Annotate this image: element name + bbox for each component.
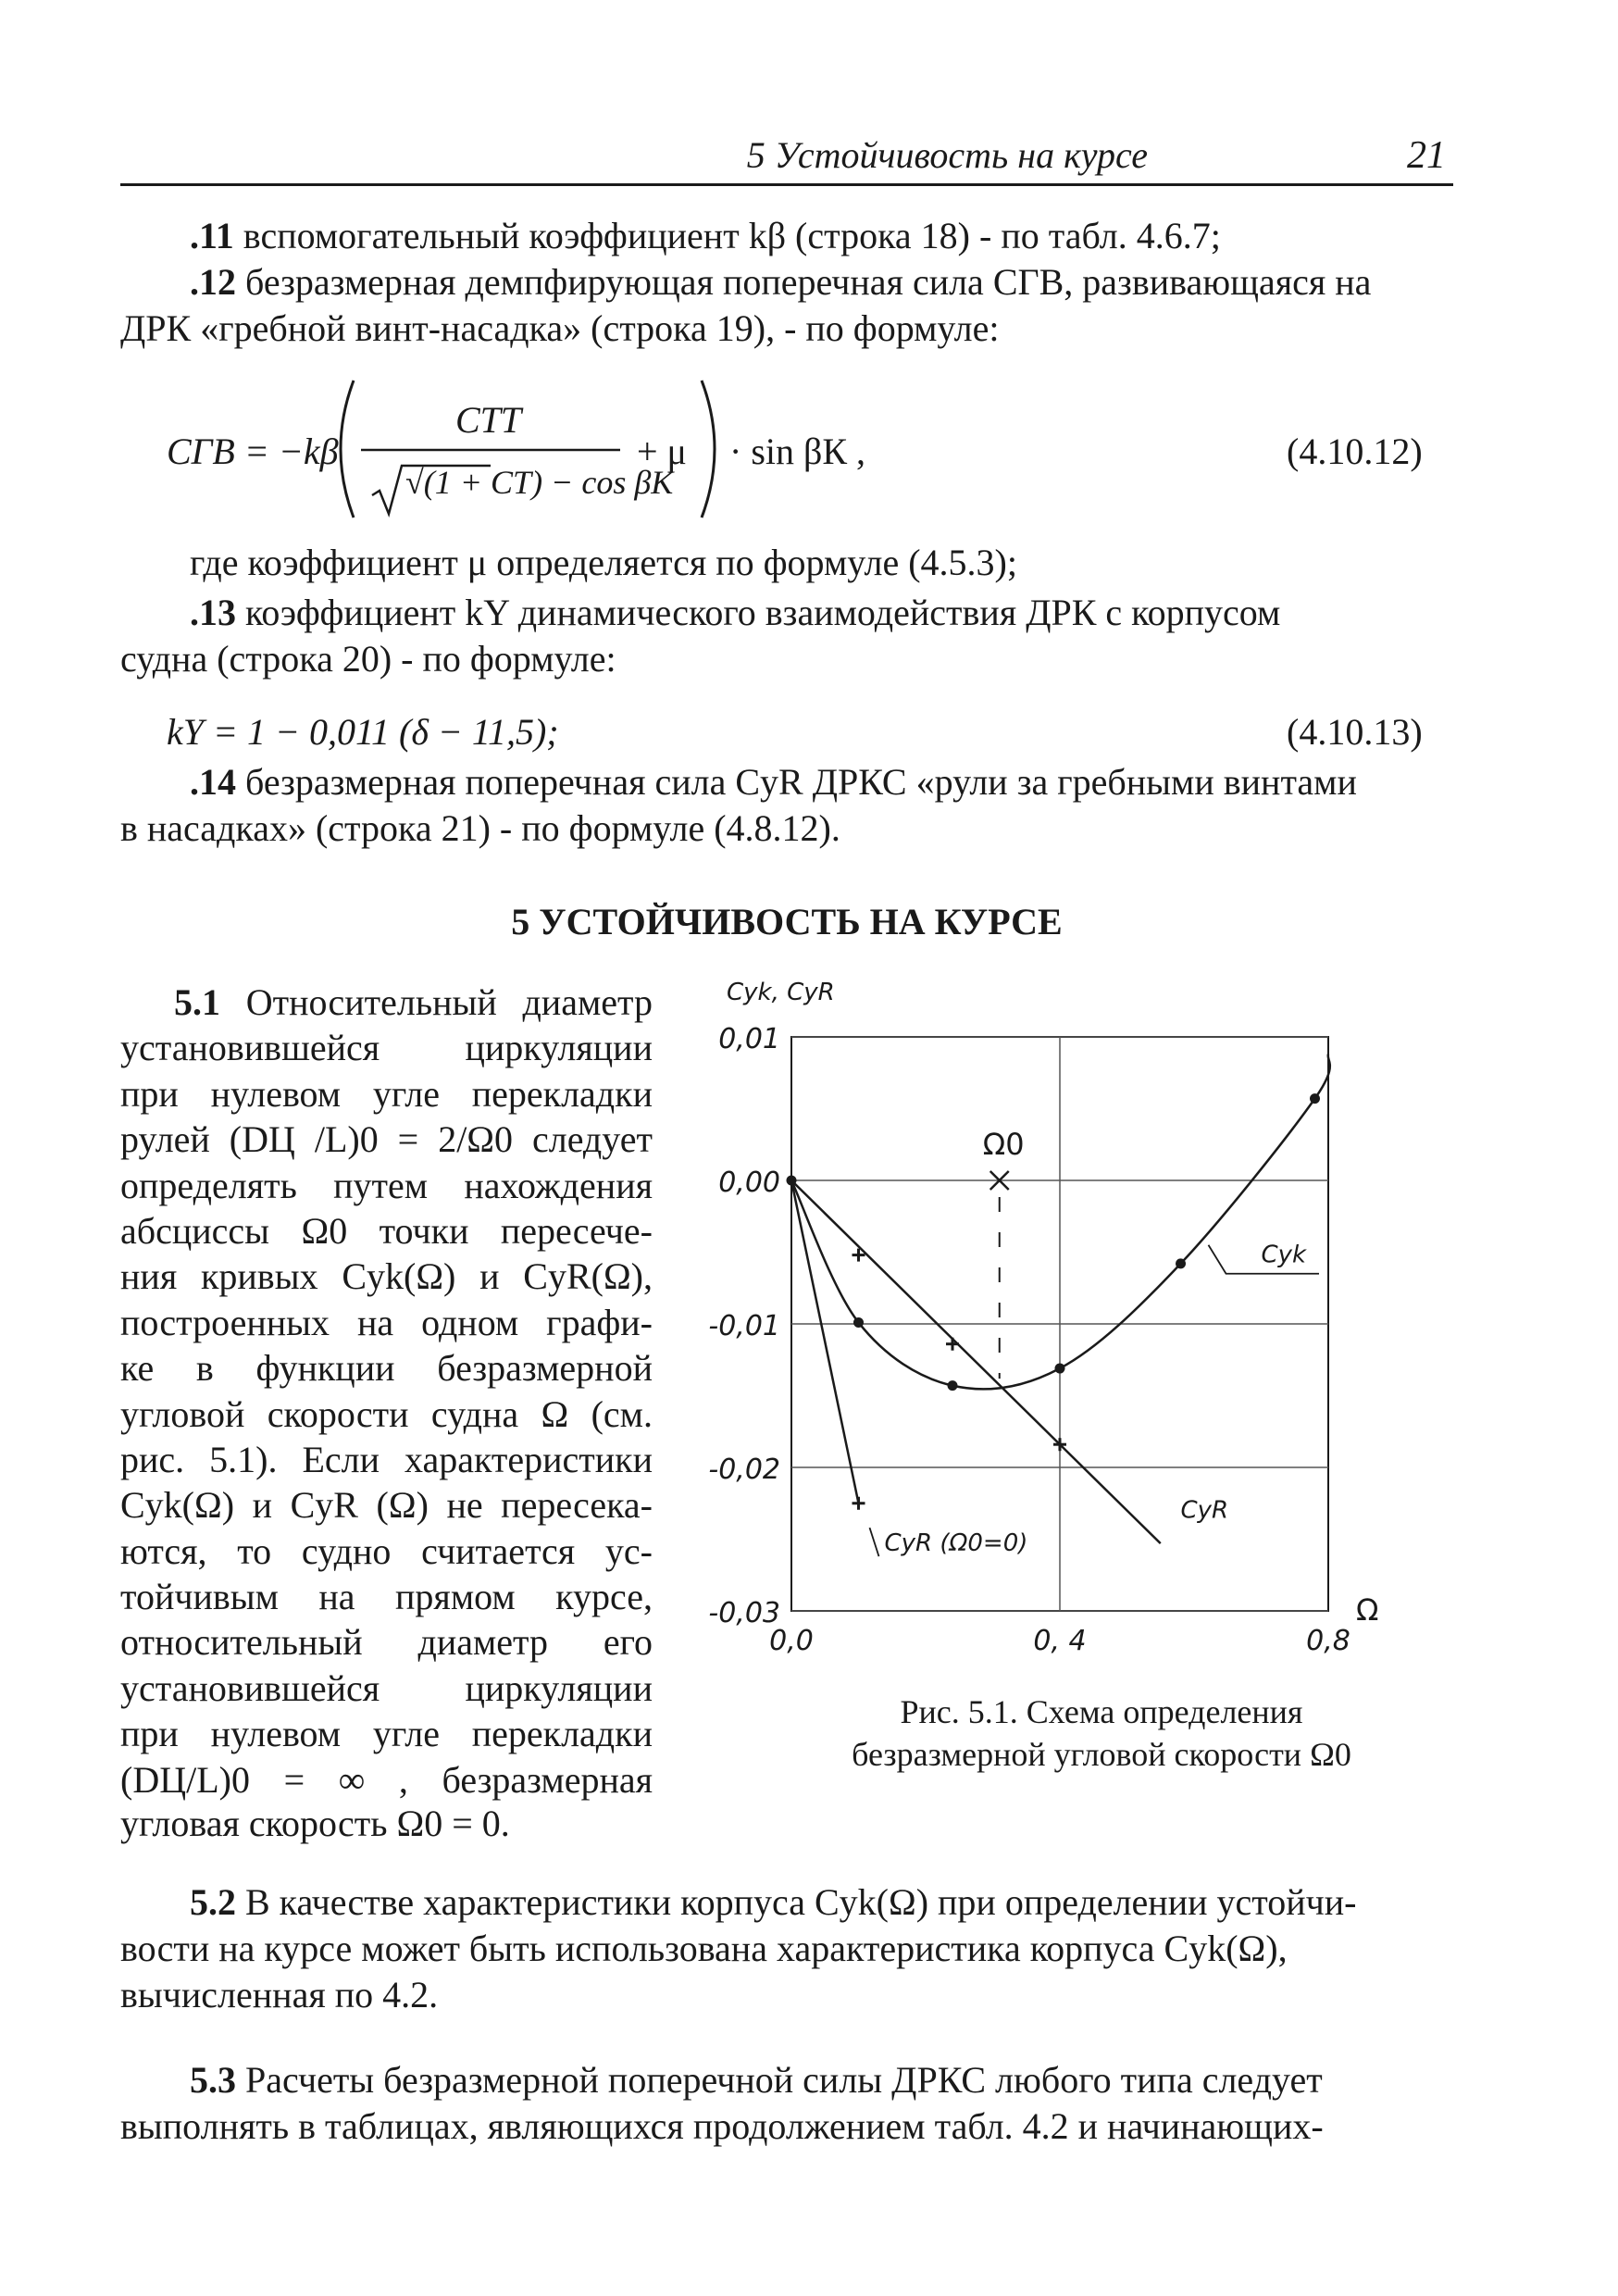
cyr0-line bbox=[791, 1180, 859, 1504]
cyk-point bbox=[787, 1176, 797, 1186]
eq12-denominator: √(1 + CТ) − cos βК bbox=[405, 464, 674, 501]
eq12-numerator: CТТ bbox=[455, 399, 522, 441]
chart-grid bbox=[791, 1037, 1328, 1611]
y-axis-label: Cyk, CyR bbox=[727, 979, 835, 1006]
item-5-3 bbox=[120, 2057, 1453, 2103]
item-5-1-line-6: ния кривых Cyk(Ω) и CyR(Ω), bbox=[120, 1255, 653, 1298]
cyk-point bbox=[1176, 1258, 1186, 1268]
item-5-2-number: 5.2 bbox=[190, 1881, 236, 1923]
item-5-3-number: 5.3 bbox=[190, 2059, 236, 2101]
item-14-line1: безразмерная поперечная сила CyR ДРКС «рули за гребными винтами bbox=[236, 761, 1357, 803]
y-tick-label: -0,01 bbox=[708, 1310, 780, 1342]
x-axis-label: Ω bbox=[1356, 1592, 1379, 1628]
item-14-cont: в насадках» (строка 21) - по формуле (4.8.12). bbox=[120, 807, 840, 849]
eq13-formula: kY = 1 − 0,011 (δ − 11,5); bbox=[167, 711, 559, 753]
item-5-1 bbox=[120, 980, 653, 1803]
item-5-1-line-1: установившейся циркуляции bbox=[120, 1027, 653, 1069]
item-5-1-line-11: Cyk(Ω) и CyR (Ω) не пересека- bbox=[120, 1484, 653, 1527]
figure-caption bbox=[768, 1691, 1435, 1776]
item-11-number: .11 bbox=[190, 215, 234, 256]
item-5-1-line-12: ются, то судно считается ус- bbox=[120, 1529, 653, 1572]
x-tick-label: 0, 4 bbox=[1033, 1625, 1087, 1657]
item-5-1-line-7: построенных на одном графи- bbox=[120, 1301, 653, 1343]
item-5-1-line-4: определять путем нахождения bbox=[120, 1164, 653, 1206]
y-tick-label: 0,01 bbox=[718, 1023, 780, 1055]
item-5-1-line-16: при нулевом угле перекладки bbox=[120, 1713, 653, 1755]
eq13-number: (4.10.13) bbox=[1287, 711, 1423, 753]
item-11-text: вспомогательный коэффициент kβ (строка 18) - по табл. 4.6.7; bbox=[233, 215, 1221, 256]
item-13-number: .13 bbox=[190, 592, 236, 633]
omega0-label: Ω0 bbox=[982, 1127, 1025, 1162]
x-tick-label: 0,8 bbox=[1306, 1625, 1350, 1657]
cyk-point bbox=[1055, 1364, 1065, 1374]
y-tick-label: -0,03 bbox=[708, 1597, 780, 1629]
item-5-1-line-17: (DЦ/L)0 = ∞ , безразмерная bbox=[120, 1758, 653, 1801]
cyr-label: CyR bbox=[1180, 1496, 1229, 1525]
page-number: 21 bbox=[1407, 134, 1446, 177]
item-5-1-line-13: тойчивым на прямом курсе, bbox=[120, 1576, 653, 1618]
running-title: 5 Устойчивость на курсе bbox=[746, 134, 1148, 176]
chart-labels bbox=[708, 979, 1378, 1657]
item-5-2-line2: вости на курсе может быть использована характеристика корпуса Cyk(Ω), bbox=[120, 1928, 1288, 1969]
item-12-line1: безразмерная демпфирующая поперечная сила CГВ, развивающаяся на bbox=[236, 261, 1372, 303]
cyr0-label: CyR (Ω0=0) bbox=[884, 1529, 1028, 1557]
item-5-1-line-3: рулей (DЦ /L)0 = 2/Ω0 следует bbox=[120, 1118, 653, 1161]
y-tick-label: 0,00 bbox=[718, 1167, 780, 1199]
item-5-1-line-14: относительный диаметр его bbox=[120, 1621, 653, 1664]
item-13 bbox=[120, 590, 1453, 636]
item-5-1-last-line: угловая скорость Ω0 = 0. bbox=[120, 1803, 510, 1844]
eq12-lhs: CГВ = −kβ bbox=[167, 430, 339, 472]
section-title: 5 УСТОЙЧИВОСТЬ НА КУРСЕ bbox=[511, 901, 1063, 942]
item-5-1-line-10: рис. 5.1). Если характеристики bbox=[120, 1438, 653, 1480]
item-5-3-line2: выполнять в таблицах, являющихся продолжением табл. 4.2 и начинающих- bbox=[120, 2105, 1324, 2147]
y-tick-label: -0,02 bbox=[708, 1454, 780, 1486]
caption-line-1: Рис. 5.1. Схема определения bbox=[900, 1693, 1303, 1730]
cyk-point bbox=[853, 1317, 864, 1328]
item-5-1-line-5: абсциссы Ω0 точки пересече- bbox=[120, 1209, 653, 1252]
eq12-plus-mu: + μ bbox=[637, 430, 688, 472]
item-13-cont: судна (строка 20) - по формуле: bbox=[120, 638, 616, 680]
item-12-number: .12 bbox=[190, 261, 236, 303]
cyk-point bbox=[1310, 1093, 1320, 1104]
item-12-cont: ДРК «гребной винт-насадка» (строка 19), - по формуле: bbox=[120, 307, 1000, 349]
item-5-2-line1: В качестве характеристики корпуса Cyk(Ω) при определении устойчи- bbox=[236, 1881, 1357, 1923]
item-14 bbox=[120, 759, 1453, 805]
item-5-1-line-0: Относительный диаметр bbox=[220, 981, 653, 1023]
cyk-point bbox=[948, 1380, 958, 1391]
cyk-label: Cyk bbox=[1261, 1241, 1307, 1269]
cyk-curve bbox=[791, 1054, 1330, 1390]
item-12 bbox=[120, 259, 1453, 306]
chart-marks bbox=[787, 1093, 1321, 1510]
item-5-1-line-15: установившейся циркуляции bbox=[120, 1666, 653, 1709]
chart-curves bbox=[791, 1054, 1330, 1557]
item-5-2 bbox=[120, 1879, 1453, 1926]
item-14-number: .14 bbox=[190, 761, 236, 803]
caption-line-2: безразмерной угловой скорости Ω0 bbox=[852, 1736, 1351, 1773]
eq12-tail: · sin βК , bbox=[729, 430, 866, 472]
item-11 bbox=[120, 213, 1453, 259]
item-5-1-line-2: при нулевом угле перекладки bbox=[120, 1072, 653, 1115]
cyr-line bbox=[791, 1180, 1161, 1543]
item-5-1-number: 5.1 bbox=[174, 981, 220, 1023]
running-header bbox=[120, 130, 1453, 186]
figure-5-1-chart bbox=[676, 963, 1444, 1685]
item-5-2-line3: вычисленная по 4.2. bbox=[120, 1974, 439, 2015]
x-tick-label: 0,0 bbox=[769, 1625, 814, 1657]
item-5-1-line-8: ке в функции безразмерной bbox=[120, 1347, 653, 1390]
cyr0-leader bbox=[870, 1528, 879, 1556]
item-5-1-line-9: угловой скорости судна Ω (см. bbox=[120, 1392, 653, 1435]
item-5-1-first-line bbox=[120, 980, 653, 1025]
item-5-3-line1: Расчеты безразмерной поперечной силы ДРКС любого типа следует bbox=[236, 2059, 1323, 2101]
item-13-line1: коэффициент kY динамического взаимодействия ДРК с корпусом bbox=[236, 592, 1281, 633]
where-clause: где коэффициент μ определяется по формуле (4.5.3); bbox=[190, 542, 1017, 583]
eq12-number: (4.10.12) bbox=[1287, 430, 1423, 472]
